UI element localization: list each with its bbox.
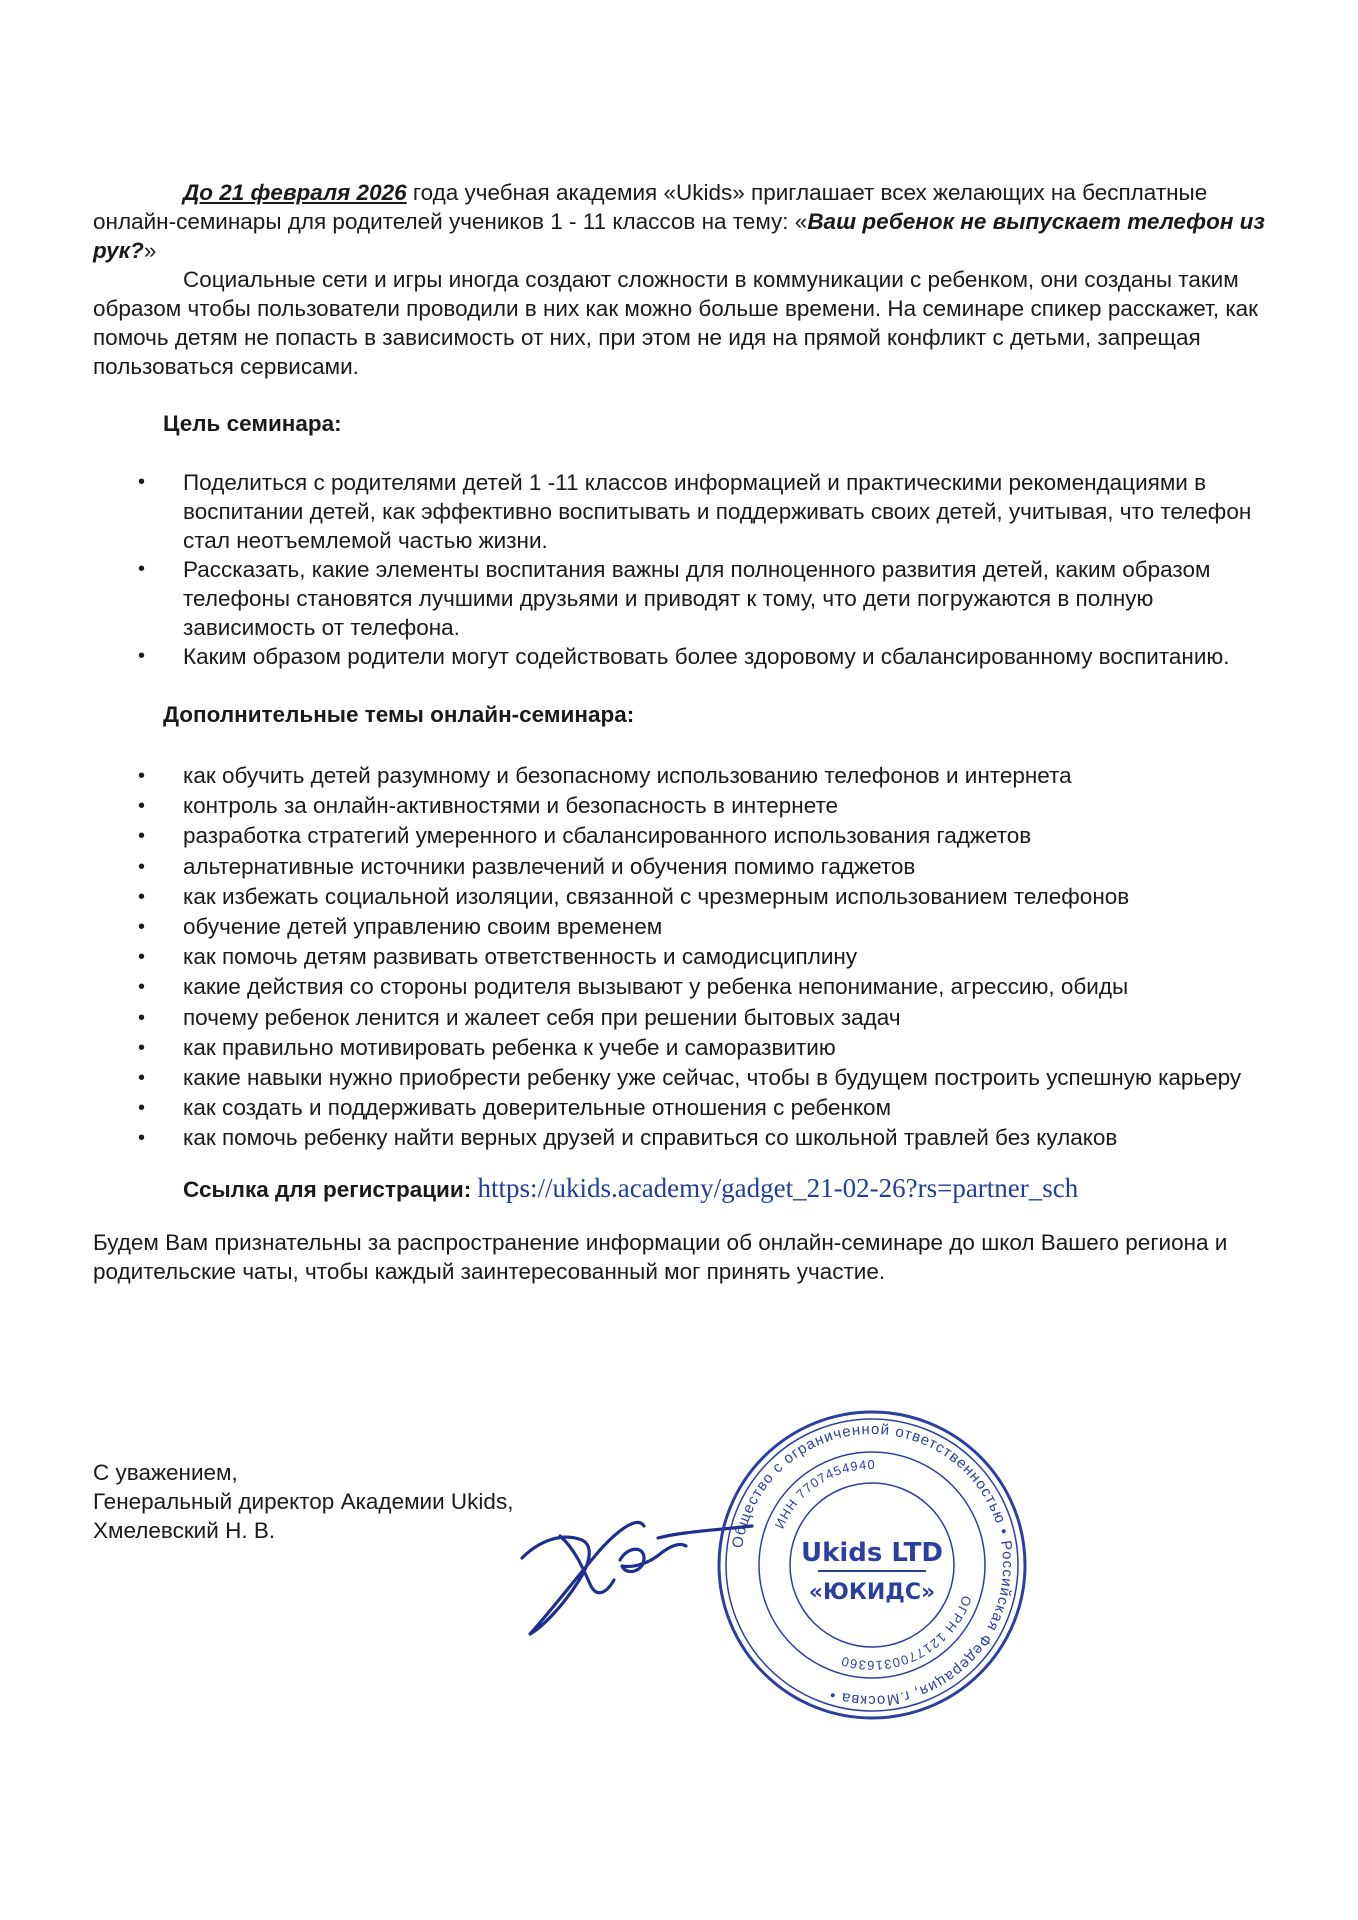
- intro-paragraph: [93, 178, 1273, 265]
- signature-block: [93, 1458, 513, 1545]
- list-item: • как правильно мотивировать ребенка к учебе и саморазвитию: [93, 1033, 1273, 1063]
- list-item: • почему ребенок ленится и жалеет себя при решении бытовых задач: [93, 1003, 1273, 1033]
- list-item: • как создать и поддерживать доверительные отношения с ребенком: [93, 1093, 1273, 1123]
- list-item: • Каким образом родители могут содействовать более здоровому и сбалансированному воспитанию.: [93, 642, 1273, 671]
- topics-heading: Дополнительные темы онлайн-семинара:: [163, 702, 635, 727]
- list-item: • разработка стратегий умеренного и сбалансированного использования гаджетов: [93, 821, 1273, 851]
- list-item: • Поделиться с родителями детей 1 -11 классов информацией и практическими рекомендациями в воспитании детей, как эффективно воспитывать и поддерживать своих детей, учитывая, что телефон стал неотъемлемой частью жизни.: [93, 468, 1273, 555]
- topics-list: [93, 761, 1273, 1154]
- closing-paragraph: Будем Вам признательны за распространение информации об онлайн-семинаре до школ Вашего региона и родительские чаты, чтобы каждый заинтересованный мог принять участие.: [93, 1229, 1228, 1284]
- svg-text:Общество с ограниченной ответс: Общество с ограниченной ответственностью • Российская Федерация, г.Москва •: [729, 1420, 1017, 1710]
- registration-line: [93, 1174, 1273, 1204]
- list-item: • Рассказать, какие элементы воспитания важны для полноценного развития детей, каким образом телефоны становятся лучшими друзьями и приводят к тому, что дети погружаются в полную зависимость от телефона.: [93, 555, 1273, 642]
- signer-name: Хмелевский Н. В.: [93, 1518, 276, 1543]
- list-item: • какие действия со стороны родителя вызывают у ребенка непонимание, агрессию, обиды: [93, 972, 1273, 1002]
- list-item: • обучение детей управлению своим временем: [93, 912, 1273, 942]
- list-item: • альтернативные источники развлечений и обучения помимо гаджетов: [93, 852, 1273, 882]
- deadline-date: До 21 февраля 2026: [183, 180, 407, 205]
- regards-line: С уважением,: [93, 1460, 238, 1485]
- registration-link[interactable]: https://ukids.academy/gadget_21-02-26?rs=partner_sch: [477, 1172, 1079, 1203]
- list-item: • какие навыки нужно приобрести ребенку уже сейчас, чтобы в будущем построить успешную карьеру: [93, 1063, 1273, 1093]
- list-item: • как помочь детям развивать ответственность и самодисциплину: [93, 942, 1273, 972]
- svg-text:ИНН 7707454940: ИНН 7707454940: [771, 1456, 876, 1531]
- topic-close-quote: »: [143, 238, 157, 263]
- document-body: [93, 178, 1273, 1286]
- goal-list: [93, 468, 1273, 671]
- svg-text:«ЮКИДС»: «ЮКИДС»: [808, 1580, 936, 1605]
- registration-label: Ссылка для регистрации:: [183, 1176, 478, 1202]
- intro-text: года учебная академия «Ukids» приглашает всех желающих на бесплатные онлайн-семинары для родителей учеников 1 - 11 классов на тему: «: [93, 180, 1208, 234]
- list-item: • как обучить детей разумному и безопасному использованию телефонов и интернета: [93, 761, 1273, 791]
- svg-text:Ukids LTD: Ukids LTD: [800, 1538, 944, 1568]
- goal-heading: Цель семинара:: [163, 411, 342, 436]
- list-item: • как помочь ребенку найти верных друзей и справиться со школьной травлей без кулаков: [93, 1123, 1273, 1153]
- list-item: • контроль за онлайн-активностями и безопасность в интернете: [93, 791, 1273, 821]
- description-paragraph: Социальные сети и игры иногда создают сложности в коммуникации с ребенком, они созданы таким образом чтобы пользователи проводили в них как можно больше времени. На семинаре спикер расскажет, как помочь детям не попасть в зависимость от них, при этом не идя на прямой конфликт с детьми, запрещая пользоваться сервисами.: [93, 267, 1259, 379]
- svg-text:ОГРН 1217700316360: ОГРН 1217700316360: [838, 1593, 975, 1674]
- seminar-topic: Ваш ребенок не выпускает телефон из рук?: [93, 209, 1265, 263]
- company-stamp: [712, 1405, 1032, 1725]
- signer-title: Генеральный директор Академии Ukids,: [93, 1489, 514, 1514]
- list-item: • как избежать социальной изоляции, связанной с чрезмерным использованием телефонов: [93, 882, 1273, 912]
